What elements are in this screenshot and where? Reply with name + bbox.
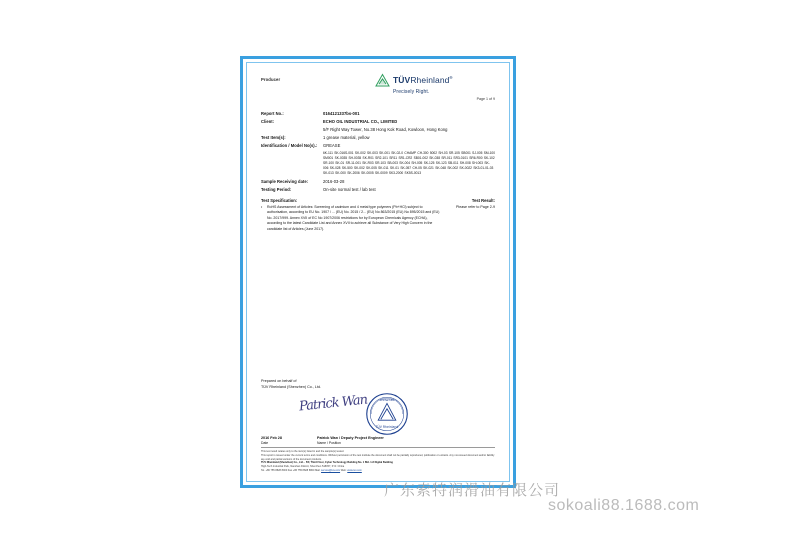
signing-company: TÜV Rheinland (Shenzhen) Co., Ltd. [261, 384, 322, 389]
field-value: 2016-03-28 [323, 179, 345, 185]
footer-contact-mid: Web: [340, 469, 348, 473]
field-client-address [261, 127, 495, 133]
logo-brand-sub: Rheinland [410, 75, 450, 86]
prepared-on-behalf-label: Prepared on behalf of [261, 379, 297, 383]
field-model-numbers [261, 151, 495, 175]
field-label: Sample Receiving date: [261, 179, 309, 185]
test-specification-label: Test Specification: [261, 197, 298, 203]
handwritten-signature: Patrick Wan [298, 392, 368, 415]
signature-date-caption: Date [261, 441, 269, 446]
field-testing-period [261, 187, 495, 193]
signatory-name: Patrick Wan / Deputy Project Engineer [317, 436, 384, 441]
tuv-rheinland-triangle-logo-icon [375, 73, 390, 88]
signatory-caption: Name / Position [317, 441, 341, 446]
field-value: 0164121337bs-001 [323, 111, 360, 116]
field-label: Testing Period: [261, 187, 292, 193]
field-report-no [261, 111, 495, 117]
test-specification-text [261, 205, 441, 232]
logo-registered-mark: ® [449, 75, 453, 81]
test-result-label: Test Result: [471, 197, 495, 203]
signature-date-column [261, 436, 317, 446]
field-value: On-site normal test / lab test [323, 187, 376, 193]
signature-date: 2016 Feb 28 [261, 436, 282, 441]
field-value: GREASE [323, 143, 341, 149]
field-test-item [261, 135, 495, 141]
document-page-frame [240, 56, 516, 488]
page-count: Page 1 of 9 [476, 97, 495, 101]
result-header-row [261, 198, 495, 203]
field-identification [261, 143, 495, 149]
field-label: Identification / Model No(s).: [261, 143, 318, 149]
footer-divider [261, 447, 495, 448]
svg-text:SHENZHEN: SHENZHEN [379, 398, 395, 402]
field-label: Client: [261, 119, 275, 125]
test-result-reference: Please refer to Page 2-9 [456, 204, 495, 209]
footer-contact-label: Tel. +86 755 8828 8000 Fax +86 755 8828 8800 Mail: [261, 469, 322, 473]
footer-email-link[interactable]: service@tuv.com [321, 469, 341, 473]
footer-address-1: TÜV Rheinland (Shenzhen) Co., Ltd. · 5/F, Third Floor, Cyber Technology Building No. 1 Bld. 1-8 Digital Building [261, 461, 393, 465]
footer-web-link[interactable]: www.tuv.com [347, 469, 362, 473]
document-footer [261, 447, 495, 473]
bullet-icon: • [261, 204, 263, 209]
logo-wordmark [393, 76, 453, 85]
document-header [261, 73, 495, 107]
model-number-list: 6K-111 SK-016S-001 SK-002 SK-003 SK-001 SK-02-0 CHAMP CH-300 5002 SH-03 SR-105 SB001 SJ-005 SM-100 SM001 SK-0035 SH-0035 SK-R01 SR2-101 SR11 SR1-CR2 SB01-002 SK-038 SR-011 SR3-0101 SR6-R00 SK-102 SR-100 SK-01 SR-11-001 SK-R03 SR-103 SB-003 SK-004 SH-005 SK-125 SK-123 SB-011 SH-008 SH-003 SK-006 SK-028 SK-500 SK-002 SK-005 SK-011 SK-01 SK-057 CH-05 SK-021 SK-048 SK-002 SK-0022 SK3-01-01-03 SK-013 SK-000 SK-2006 SK-0005 SK-0009 SK3-2000 SK5S-0013 [323, 151, 496, 175]
field-value: 5/F Right Way Tower, No.38 Hong Kok Road, Kowloon, Hong Kong [323, 127, 448, 133]
field-value: 1 grease material, yellow [323, 135, 370, 141]
footer-disclaimer-2: This report is issued under the current terms and conditions. Without permission of the test institute the document shall not be partially reproduced, publication or extracts. Any non-issued document and/or liability are void and partial versions of the document products. [261, 453, 495, 461]
report-fields [261, 111, 495, 193]
signature-name-column [317, 436, 495, 446]
svg-text:TÜV Rheinland: TÜV Rheinland [375, 425, 399, 430]
footer-contact [261, 469, 495, 473]
document-page [246, 62, 510, 482]
result-body [261, 205, 495, 232]
field-client [261, 119, 495, 125]
footer-disclaimer-1: This test result relates only to the item(s) listed in and the sample(s) tested. [261, 449, 345, 453]
logo-slogan: Precisely Right. [393, 89, 430, 95]
signature-graphics [261, 390, 495, 436]
watermark-company-chinese: 广东索特润滑油有限公司 [384, 481, 561, 499]
tuv-rheinland-round-stamp-icon [365, 392, 409, 436]
logo-brand-main: TÜV [393, 75, 411, 86]
field-label [261, 127, 323, 133]
field-label [261, 151, 323, 175]
field-value: ECHO OIL INDUSTRIAL CO., LIMITED [323, 119, 398, 125]
field-label: Report No.: [261, 111, 284, 116]
field-sample-receiving-date [261, 179, 495, 185]
producer-label: Producer [261, 77, 281, 82]
field-label: Test Item(s): [261, 135, 286, 141]
signature-area [261, 379, 495, 446]
tuv-rheinland-logo [375, 73, 495, 95]
footer-address-2: High-Tech Industrial Park, Nanshan District, Shenzhen 518057, P. R. China [261, 465, 345, 469]
signature-names-row [261, 436, 495, 446]
test-specification-paragraph: RoHS Assessment of Articles: Screening of cadmium and 4 metal type polymers (Pb+HCl) subject to authorisation, according to EU No. 1907 / ... (EU) No. 2015 / 2... (EU) No 863/2015 (EU) No 895/2015 and (EU) No. 2017/999. Annex XVII of EC No 1907/2006 restrictions for by European Chemicals Agency (ECHA), according to the latest Candidate List and Annex XVII to achieve all Substance of Very High Concern in the candidate list of Articles (June 2017). [267, 204, 440, 231]
watermark-site-url: sokoali88.1688.com [548, 497, 700, 514]
